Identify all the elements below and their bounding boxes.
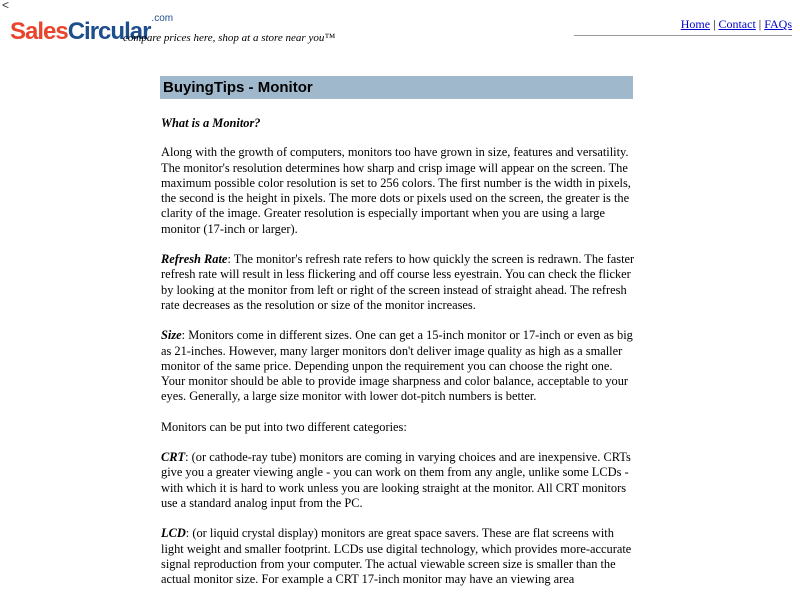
refresh-rate-term: Refresh Rate — [161, 252, 228, 267]
page-title-bar — [160, 76, 633, 99]
lcd-paragraph — [161, 526, 637, 587]
logo-text-circular: Circular — [67, 18, 151, 45]
logo-text-com: .com — [151, 13, 174, 24]
article-body — [161, 116, 637, 602]
header-divider — [574, 35, 792, 36]
link-separator: | — [713, 17, 716, 31]
size-term: Size — [161, 328, 182, 343]
crt-term: CRT — [161, 450, 186, 465]
lcd-term: LCD — [161, 526, 186, 541]
refresh-rate-text: : The monitor's refresh rate refers to how quickly the screen is redrawn. The faster refresh rate will result in less flickering and off course less eyestrain. You can check the flicker by looking at the monitor from left or right of the screen instead of straight ahead. The refresh rate decreases as the resolution or size of the monitor increases. — [161, 252, 635, 312]
size-text: : Monitors come in different sizes. One can get a 15-inch monitor or 17-inch or even as big as 21-inches. However, many larger monitors don't deliver image quality as high as a smaller monitor of the same price. Depending unpon the requirement you can choose the right one. Your monitor should be able to provide image sharpness and color balance, acceptable to your eyes. Generally, a large size monitor with lower dot-pitch numbers is better. — [161, 328, 633, 404]
page-title: BuyingTips - Monitor — [163, 79, 313, 96]
top-nav-links — [681, 17, 792, 32]
home-link[interactable]: Home — [680, 17, 711, 31]
contact-link[interactable]: Contact — [718, 17, 756, 31]
crt-text: : (or cathode-ray tube) monitors are coming in varying choices and are inexpensive. CRTs give you a greater viewing angle - you can work on them from any angle, unlike some LCDs - with which it is hard to work unless you are looking straight at the monitor. All CRT monitors use a standard analog input from the PC. — [161, 450, 631, 510]
refresh-rate-paragraph — [161, 252, 637, 313]
intro-paragraph: Along with the growth of computers, monitors too have grown in size, features and versatility. The monitor's resolution determines how sharp and crisp image will appear on the screen. The maximum possible color resolution is set to 256 colors. The first number is the width in pixels, the second is the height in pixels. The more dots or pixels used on the screen, the greater is the clarity of the image. Greater resolution is especially important when you are using a large monitor (17-inch or larger). — [161, 145, 631, 236]
categories-intro: Monitors can be put into two different categories: — [161, 419, 407, 434]
back-arrow-icon[interactable]: < — [2, 0, 10, 12]
faqs-link[interactable]: FAQs — [764, 17, 792, 31]
size-paragraph — [161, 328, 637, 404]
link-separator: | — [758, 17, 762, 31]
lcd-text: : (or liquid crystal display) monitors are great space savers. These are flat screens with light weight and smaller footprint. LCDs use digital technology, which provides more-accurate signal reproduction from your computer. The actual viewable screen size is smaller than the actual monitor size. For example a CRT 17-inch monitor may have an viewing area — [161, 526, 632, 587]
section-heading: What is a Monitor? — [161, 116, 261, 130]
site-tagline: compare prices here, shop at a store near you™ — [123, 32, 336, 44]
crt-paragraph — [161, 450, 637, 511]
logo-text-sales: Sales — [10, 18, 68, 45]
